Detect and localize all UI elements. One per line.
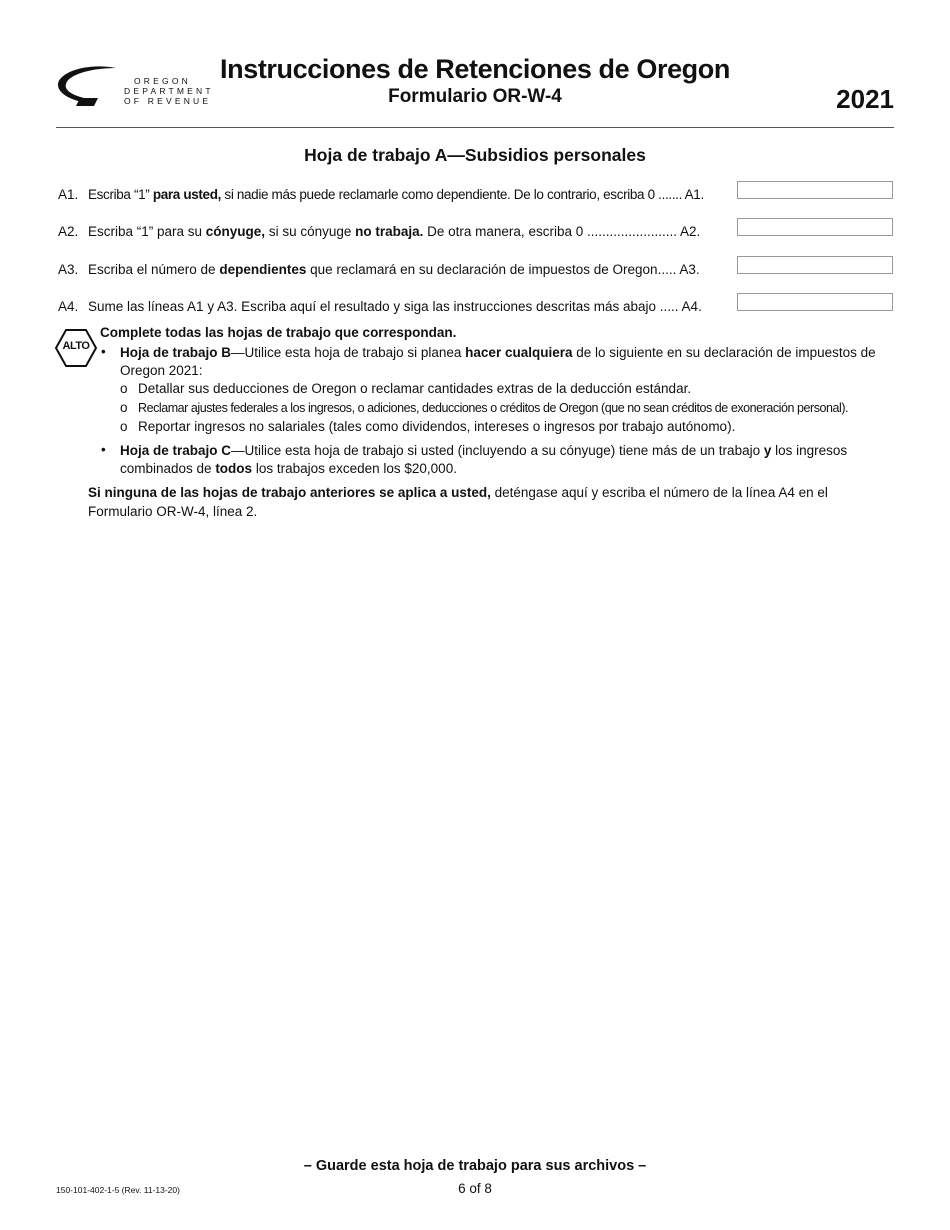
a2-input[interactable] <box>737 218 893 236</box>
a3-input[interactable] <box>737 256 893 274</box>
form-code: 150-101-402-1-5 (Rev. 11-13-20) <box>56 1185 180 1195</box>
form-subtitle: Formulario OR-W-4 <box>388 86 562 107</box>
logo-line-2: DEPARTMENT <box>124 86 214 96</box>
subitem-adjustments: o Reclamar ajustes federales a los ingresos, o adiciones, deducciones o créditos de Oregon (que no sean créditos de exoneración personal). <box>120 400 849 415</box>
worksheet-b-note: Hoja de trabajo B—Utilice esta hoja de trabajo si planea hacer cualquiera de lo siguiente en su declaración de impuestos de Oregon 2021: <box>120 345 876 378</box>
line-a4 <box>0 299 950 321</box>
header-divider <box>56 127 894 128</box>
bullet-dot: • <box>101 344 106 359</box>
stop-label: ALTO <box>62 340 90 352</box>
page-title: Instrucciones de Retenciones de Oregon <box>220 54 730 84</box>
a4-input[interactable] <box>737 293 893 311</box>
logo-line-3: OF REVENUE <box>124 96 212 106</box>
final-instruction: Si ninguna de las hojas de trabajo anteriores se aplica a usted, deténgase aquí y escriba el número de la línea A4 en el Formulario OR-W-4, línea 2. <box>88 485 828 519</box>
stop-intro: Complete todas las hojas de trabajo que correspondan. <box>100 325 457 340</box>
logo-line-1: OREGON <box>134 76 191 86</box>
line-text: Escriba “1” para su cónyuge, si su cónyuge no trabaja. De otra manera, escriba 0 ........................ A2. <box>88 224 701 239</box>
line-text: Escriba “1” para usted, si nadie más puede reclamarle como dependiente. De lo contrario, escriba 0 ....... A1. <box>88 187 704 202</box>
worksheet-title: Hoja de trabajo A—Subsidios personales <box>304 145 646 165</box>
line-number: A2. <box>58 224 79 239</box>
subitem-nonwage: o Reportar ingresos no salariales (tales como dividendos, intereses o ingresos por trabajo autónomo). <box>120 419 736 434</box>
line-number: A4. <box>58 299 79 314</box>
line-a1 <box>0 187 950 209</box>
line-a2 <box>0 224 950 246</box>
bullet-dot: • <box>101 442 106 457</box>
subitem-itemize: o Detallar sus deducciones de Oregon o reclamar cantidades extras de la deducción estándar. <box>120 381 692 396</box>
page-number: 6 of 8 <box>458 1181 492 1196</box>
line-number: A3. <box>58 262 79 277</box>
keep-notice: – Guarde esta hoja de trabajo para sus archivos – <box>303 1158 647 1174</box>
worksheet-c-note: Hoja de trabajo C—Utilice esta hoja de trabajo si usted (incluyendo a su cónyuge) tiene más de un trabajo y los ingresos combinados de todos los trabajos exceden los $20,000. <box>120 443 848 476</box>
line-a3 <box>0 262 950 284</box>
a1-input[interactable] <box>737 181 893 199</box>
tax-year: 2021 <box>836 84 894 114</box>
stop-sign-icon <box>54 328 98 368</box>
line-text: Escriba el número de dependientes que reclamará en su declaración de impuestos de Oregon..... A3. <box>88 262 700 277</box>
line-number: A1. <box>58 187 79 202</box>
line-text: Sume las líneas A1 y A3. Escriba aquí el resultado y siga las instrucciones descritas más abajo ..... A4. <box>88 299 702 314</box>
oregon-dor-logo <box>54 62 214 112</box>
